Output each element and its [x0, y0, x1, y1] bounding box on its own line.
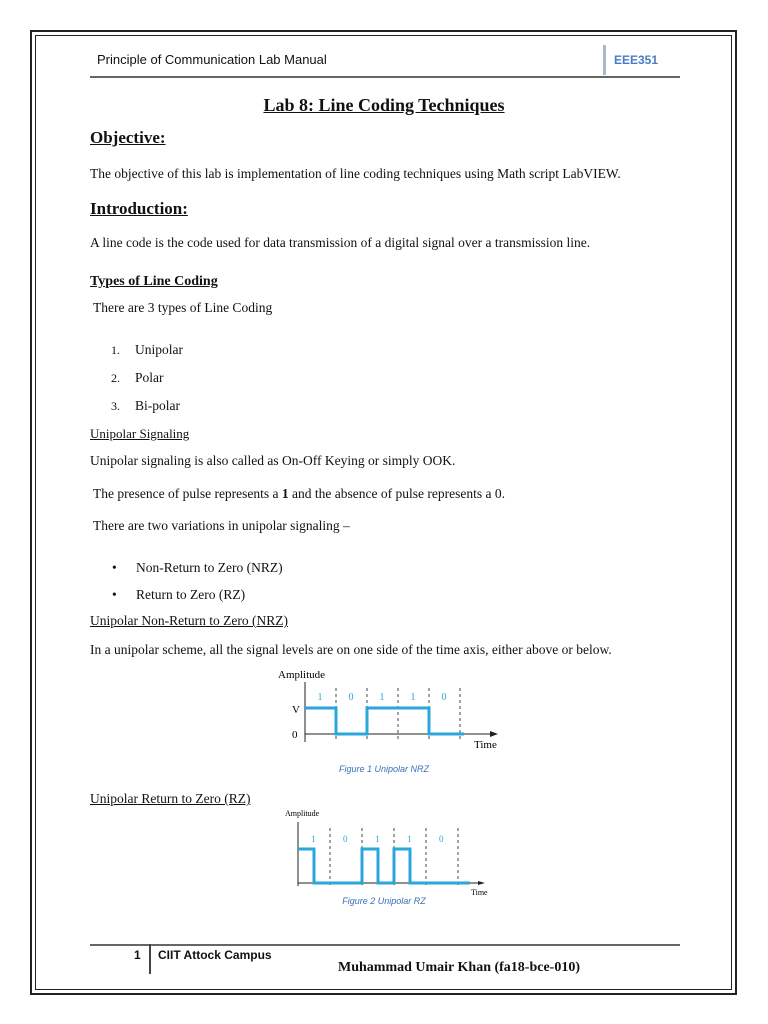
unipolar-p3: There are two variations in unipolar signaling – — [93, 518, 350, 533]
objective-text: The objective of this lab is implementation of line coding techniques using Math script LabVIEW. — [90, 166, 621, 181]
variation-label: Non-Return to Zero (NRZ) — [136, 560, 283, 575]
footer-rule — [90, 944, 680, 946]
list-label: Polar — [135, 370, 164, 385]
nrz-bit-label: 0 — [348, 692, 354, 703]
header-course-code: EEE351 — [603, 45, 679, 75]
objective-heading: Objective: — [90, 128, 166, 147]
nrz-arrow-icon — [490, 731, 498, 737]
variation-label: Return to Zero (RZ) — [136, 587, 246, 602]
types-list-item — [111, 398, 180, 414]
rz-bit-label: 0 — [343, 834, 348, 844]
introduction-heading: Introduction: — [90, 199, 188, 218]
bullet-icon: • — [112, 560, 117, 575]
nrz-ylabel: Amplitude — [278, 669, 326, 681]
unipolar-p2 — [93, 486, 505, 502]
rz-heading: Unipolar Return to Zero (RZ) — [90, 791, 251, 806]
nrz-text: In a unipolar scheme, all the signal levels are on one side of the time axis, either above or below. — [90, 642, 612, 657]
nrz-caption: Figure 1 Unipolar NRZ — [338, 764, 430, 774]
list-number: 2. — [111, 371, 120, 385]
rz-ylabel: Amplitude — [285, 809, 320, 818]
variation-item — [112, 587, 245, 603]
nrz-xlabel: Time — [474, 739, 497, 751]
footer-page-number: 1 — [134, 948, 141, 962]
rz-arrow-icon — [478, 881, 485, 885]
nrz-heading: Unipolar Non-Return to Zero (NRZ) — [90, 613, 288, 628]
types-list-item — [111, 342, 183, 358]
footer-author: Muhammad Umair Khan (fa18-bce-010) — [338, 960, 581, 975]
list-number: 3. — [111, 399, 120, 413]
unipolar-p1: Unipolar signaling is also called as On-Off Keying or simply OOK. — [90, 453, 456, 468]
unipolar-heading: Unipolar Signaling — [90, 426, 190, 441]
unipolar-p2-b: and the absence of pulse represents a 0. — [288, 486, 505, 501]
nrz-bit-label: 1 — [410, 692, 416, 703]
page-title: Lab 8: Line Coding Techniques — [263, 95, 505, 115]
nrz-figure — [270, 664, 505, 754]
nrz-signal-line — [305, 708, 464, 734]
rz-bit-label: 1 — [311, 834, 316, 844]
rz-xlabel: Time — [471, 888, 488, 897]
types-heading: Types of Line Coding — [90, 274, 218, 289]
nrz-ytick-low: 0 — [292, 729, 298, 741]
introduction-text: A line code is the code used for data transmission of a digital signal over a transmission line. — [90, 235, 591, 250]
footer-campus: CIIT Attock Campus — [158, 948, 272, 962]
list-number: 1. — [111, 343, 120, 357]
unipolar-p2-a: The presence of pulse represents a — [93, 486, 282, 501]
variation-item — [112, 560, 283, 576]
rz-caption: Figure 2 Unipolar RZ — [342, 896, 426, 906]
nrz-bit-label: 1 — [317, 692, 323, 703]
rz-bit-label: 0 — [439, 834, 444, 844]
rz-bit-label: 1 — [407, 834, 412, 844]
nrz-ytick-high: V — [292, 704, 300, 716]
header-rule — [90, 76, 680, 78]
unipolar-p2-bold: 1 — [281, 486, 289, 501]
bullet-icon: • — [112, 587, 117, 602]
list-label: Unipolar — [135, 342, 183, 357]
rz-signal-line — [298, 849, 470, 883]
nrz-bit-label: 0 — [441, 692, 447, 703]
types-list-item — [111, 370, 164, 386]
footer-separator — [149, 944, 151, 974]
rz-figure — [283, 806, 498, 898]
rz-bit-label: 1 — [375, 834, 380, 844]
header-manual-title: Principle of Communication Lab Manual — [97, 52, 327, 67]
list-label: Bi-polar — [135, 398, 180, 413]
types-intro: There are 3 types of Line Coding — [93, 300, 273, 315]
nrz-bit-label: 1 — [379, 692, 385, 703]
